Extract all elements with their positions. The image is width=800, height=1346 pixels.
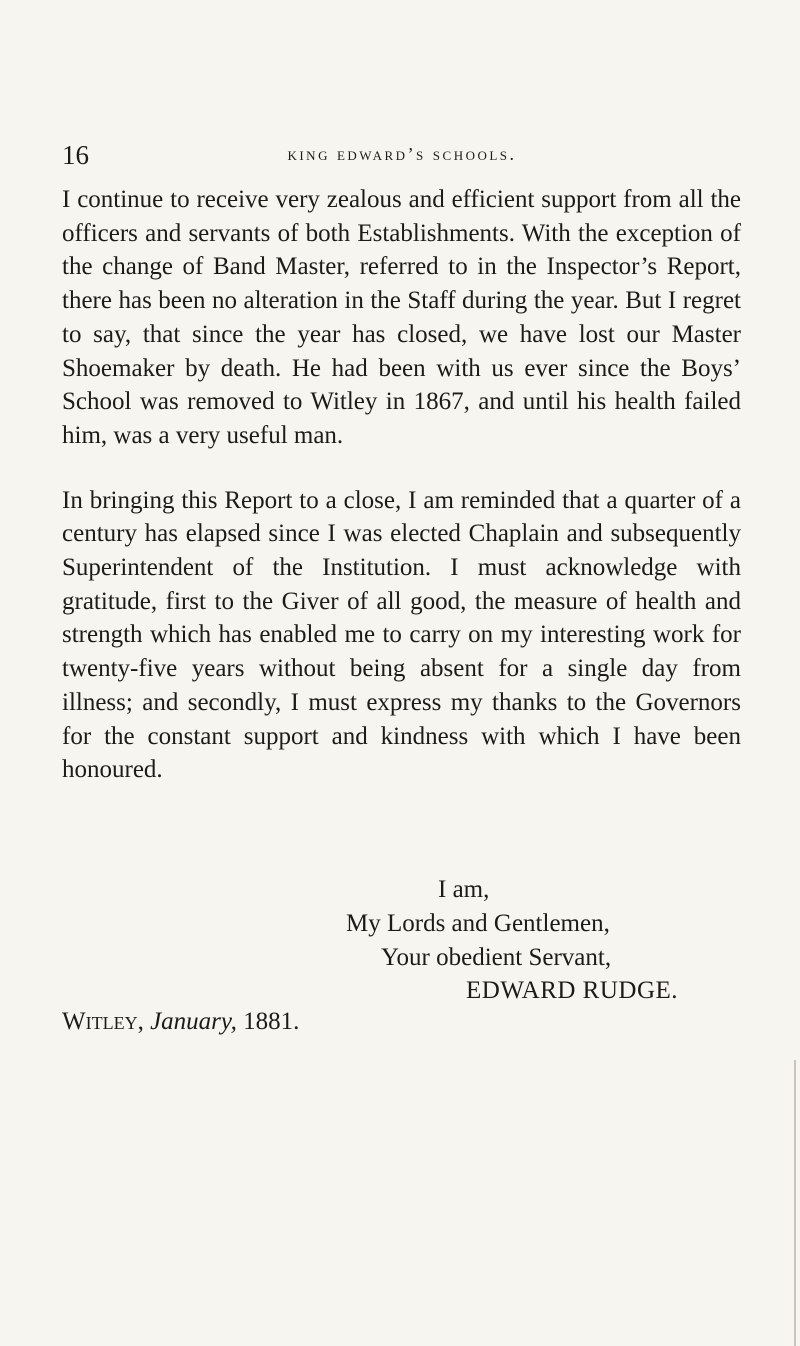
page-edge-shadow: [794, 1060, 796, 1346]
page-number: 16: [62, 140, 89, 170]
dateline-place: Witley,: [62, 1008, 144, 1035]
running-title: king edward’s schools.: [287, 144, 517, 164]
dateline-month: January,: [150, 1008, 237, 1035]
dateline: [62, 1008, 299, 1036]
closing-salutation: My Lords and Gentlemen,: [346, 910, 610, 937]
dateline-year: 1881.: [243, 1008, 300, 1035]
closing-line: I am,: [438, 876, 490, 903]
paragraph: I continue to receive very zealous and efficient support from all the officers and servants of both Establishments. With the exception of the change of Band Master, referred to in the Inspector’s Report, there has been no alteration in the Staff during the year. But I regret to say, that since the year has closed, we have lost our Master Shoemaker by death. He had been with us ever since the Boys’ School was removed to Witley in 1867, and until his health failed him, was a very useful man.: [62, 186, 741, 449]
running-head: [62, 140, 742, 170]
signature: EDWARD RUDGE.: [466, 977, 679, 1004]
body-text: [62, 183, 741, 787]
closing-valediction: Your obedient Servant,: [381, 944, 612, 971]
paragraph: In bringing this Report to a close, I am reminded that a quarter of a century has elapsed since I was elected Chaplain and subsequently Superintendent of the Institution. I must acknowledge with gratitude, first to the Giver of all good, the measure of health and strength which has enabled me to carry on my interesting work for twenty-five years without being absent for a single day from illness; and secondly, I must express my thanks to the Governors for the constant support and kindness with which I have been honoured.: [62, 486, 741, 784]
